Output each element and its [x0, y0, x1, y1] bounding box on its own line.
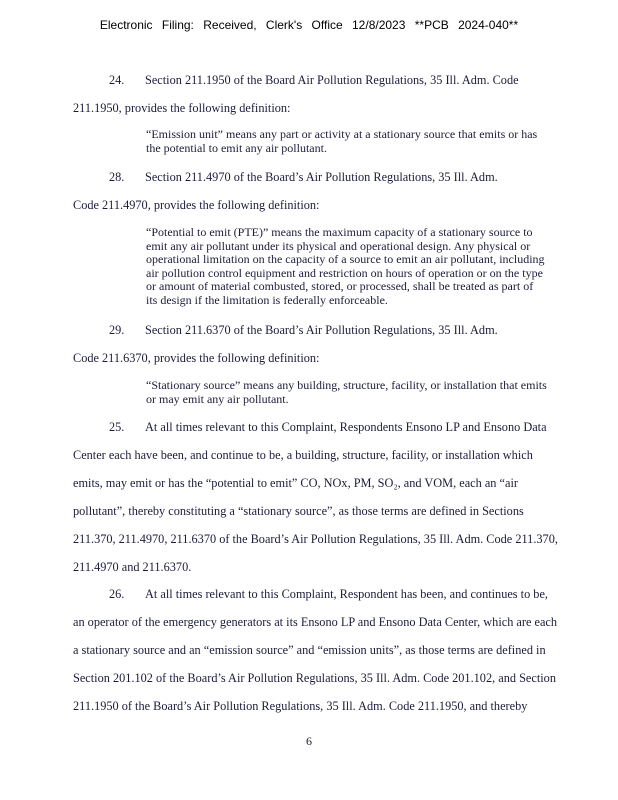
paragraph-text: Section 211.4970 of the Board’s Air Pollution Regulations, 35 Ill. Adm. — [145, 170, 498, 184]
quote-line: “Potential to emit (PTE)” means the maximum capacity of a stationary source to — [146, 225, 533, 239]
quote-emission-unit — [146, 128, 586, 155]
paragraph-text: Code 211.4970, provides the following definition: — [73, 198, 320, 212]
quote-line: “Stationary source” means any building, structure, facility, or installation that emits — [146, 378, 547, 392]
page-number: 6 — [306, 734, 312, 748]
paragraph-28 — [73, 163, 583, 219]
paragraph-text: At all times relevant to this Complaint, Respondents Ensono LP and Ensono Data — [145, 420, 547, 434]
paragraph-24 — [73, 66, 583, 122]
quote-line: “Emission unit” means any part or activity at a stationary source that emits or has — [146, 127, 538, 141]
paragraph-text: Section 201.102 of the Board’s Air Pollution Regulations, 35 Ill. Adm. Code 201.102, and Section — [73, 671, 556, 685]
paragraph-25 — [73, 413, 583, 581]
paragraph-text: pollutant”, thereby constituting a “stationary source”, as those terms are defined in Sections — [73, 504, 524, 518]
paragraph-number: 28. — [109, 170, 125, 184]
paragraph-number: 24. — [109, 73, 125, 87]
quote-line: its design if the limitation is federally enforceable. — [146, 292, 388, 307]
paragraph-text: Section 211.1950 of the Board Air Pollution Regulations, 35 Ill. Adm. Code — [145, 73, 519, 87]
paragraph-text: emits, may emit or has the “potential to emit” CO, NOx, PM, SO₂, and VOM, each an “air — [73, 476, 518, 490]
paragraph-text: an operator of the emergency generators at its Ensono LP and Ensono Data Center, which are each — [73, 615, 558, 629]
quote-line: operational limitation on the capacity of a source to emit an air pollutant, including — [146, 252, 545, 267]
paragraph-text: 211.370, 211.4970, 211.6370 of the Board’s Air Pollution Regulations, 35 Ill. Adm. Code 211.370, — [73, 532, 558, 546]
quote-line: or amount of material combusted, stored, or processed, shall be treated as part of — [146, 279, 534, 294]
paragraph-text: 211.1950 of the Board’s Air Pollution Regulations, 35 Ill. Adm. Code 211.1950, and thereby — [73, 699, 528, 713]
quote-line: the potential to emit any air pollutant. — [146, 140, 327, 155]
quote-potential-to-emit — [146, 226, 586, 308]
paragraph-26 — [73, 580, 583, 720]
paragraph-number: 25. — [109, 420, 125, 434]
paragraph-number: 29. — [109, 323, 125, 337]
paragraph-text: Center each have been, and continue to be, a building, structure, facility, or installation which — [73, 448, 533, 462]
paragraph-text: Section 211.6370 of the Board’s Air Pollution Regulations, 35 Ill. Adm. — [145, 323, 498, 337]
quote-stationary-source — [146, 379, 586, 406]
paragraph-text: 211.1950, provides the following definition: — [73, 101, 291, 115]
quote-line: or may emit any air pollutant. — [146, 391, 289, 406]
paragraph-text: a stationary source and an “emission source” and “emission units”, as those terms are defined in — [73, 643, 546, 657]
paragraph-29 — [73, 316, 583, 372]
filing-header: Electronic Filing: Received, Clerk's Office 12/8/2023 **PCB 2024-040** — [99, 18, 519, 32]
paragraph-text: 211.4970 and 211.6370. — [73, 560, 192, 574]
quote-line: air pollution control equipment and restriction on hours of operation or on the type — [146, 265, 543, 280]
paragraph-text: At all times relevant to this Complaint, Respondent has been, and continues to be, — [145, 587, 548, 601]
paragraph-number: 26. — [109, 587, 125, 601]
quote-line: emit any air pollutant under its physical and operational design. Any physical or — [146, 238, 531, 253]
paragraph-text: Code 211.6370, provides the following definition: — [73, 351, 320, 365]
